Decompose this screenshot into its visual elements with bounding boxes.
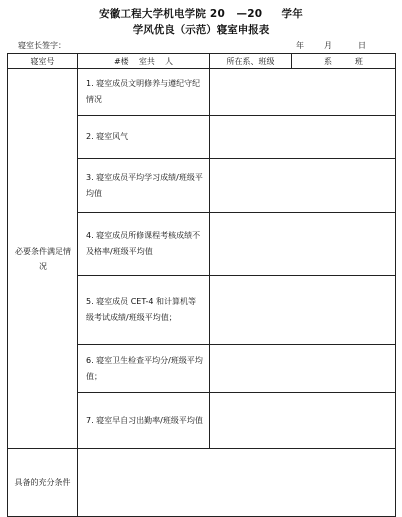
requirement-fill-cell[interactable]: [210, 116, 396, 159]
requirement-fill-cell[interactable]: [210, 276, 396, 345]
requirement-fill-cell[interactable]: [210, 393, 396, 449]
header-dorm-number: 寝室号: [8, 54, 78, 69]
requirement-item: 5. 寝室成员 CET-4 和计算机等级考试成绩/班级平均值；: [78, 276, 210, 345]
dorm-leader-sign-label: 寝室长签字：: [18, 41, 66, 50]
requirement-fill-cell[interactable]: [210, 69, 396, 116]
header-dept-class-fill: 系 班: [292, 54, 396, 69]
sufficient-conditions-label: 具备的充分条件: [8, 449, 78, 517]
date-day-label: 日: [358, 41, 366, 50]
table-row: [8, 69, 396, 116]
form-title-line1: 安徽工程大学机电学院 20 —20 学年: [99, 8, 303, 20]
header-building-room: #楼 室共 人: [78, 54, 210, 69]
date-month-label: 月: [324, 41, 332, 50]
header-department-class: 所在系、班级: [210, 54, 292, 69]
form-title-line2: 学风优良（示范）寝室申报表: [132, 24, 270, 36]
requirement-item: 6. 寝室卫生检查平均分/班级平均值；: [78, 345, 210, 393]
application-table: [7, 53, 396, 517]
requirements-label: 必要条件满足情况: [8, 69, 78, 449]
table-header-row: [8, 54, 396, 69]
requirement-item: 3. 寝室成员平均学习成绩/班级平均值: [78, 159, 210, 213]
requirement-item: 4. 寝室成员所修课程考核成绩不及格率/班级平均值: [78, 213, 210, 276]
requirement-fill-cell[interactable]: [210, 159, 396, 213]
requirement-item: 2. 寝室风气: [78, 116, 210, 159]
table-row: [8, 449, 396, 517]
requirement-fill-cell[interactable]: [210, 213, 396, 276]
requirement-item: 1. 寝室成员文明修养与遵纪守纪情况: [78, 69, 210, 116]
date-year-label: 年: [296, 41, 304, 50]
requirement-fill-cell[interactable]: [210, 345, 396, 393]
requirement-item: 7. 寝室早自习出勤率/班级平均值: [78, 393, 210, 449]
sufficient-conditions-fill-cell[interactable]: [78, 449, 396, 517]
